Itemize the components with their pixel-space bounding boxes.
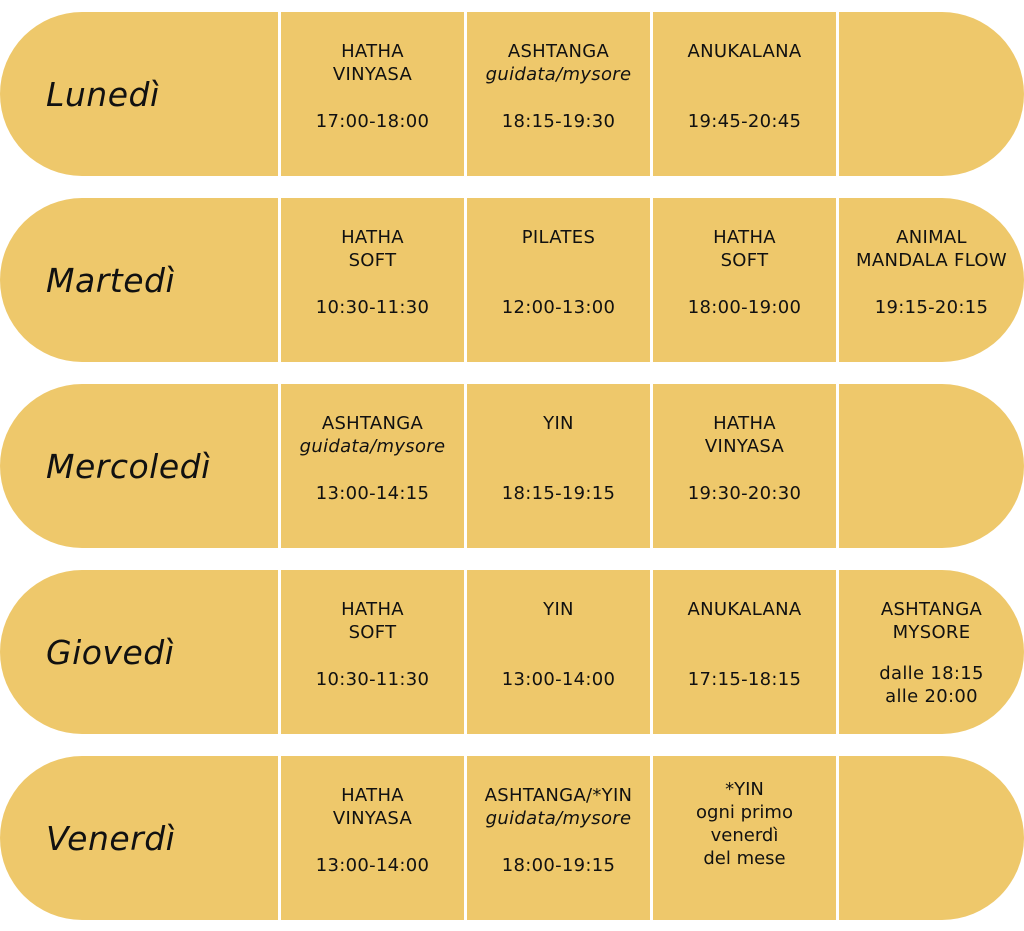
class-cell <box>281 384 464 548</box>
class-title <box>281 40 464 86</box>
class-cell <box>281 198 464 362</box>
class-title-line: SOFT <box>348 250 397 271</box>
class-time <box>467 296 650 319</box>
class-cell <box>839 198 1024 362</box>
class-cell <box>653 570 836 734</box>
day-row <box>0 756 1024 920</box>
class-cell <box>281 756 464 920</box>
class-cell <box>467 570 650 734</box>
class-note-line: del mese <box>703 848 786 869</box>
class-note-line: *YIN <box>725 779 764 800</box>
class-cell <box>467 12 650 176</box>
class-title-line: HATHA <box>341 599 404 620</box>
class-title <box>281 784 464 830</box>
day-row <box>0 384 1024 548</box>
class-time-line: 17:15-18:15 <box>687 669 802 690</box>
class-time <box>281 854 464 877</box>
day-label: Martedì <box>46 260 176 300</box>
class-cell <box>281 570 464 734</box>
day-row <box>0 198 1024 362</box>
class-title-line: SOFT <box>348 622 397 643</box>
class-title-line: MYSORE <box>892 622 971 643</box>
class-title-line: ANUKALANA <box>687 599 802 620</box>
class-cell <box>839 570 1024 734</box>
class-title <box>653 40 836 63</box>
class-time-line: 19:45-20:45 <box>687 111 802 132</box>
class-note-line: ogni primo <box>696 802 793 823</box>
class-title <box>839 226 1024 272</box>
day-row <box>0 12 1024 176</box>
class-title-line: HATHA <box>713 227 776 248</box>
class-cell <box>467 756 650 920</box>
class-title-line: ANUKALANA <box>687 41 802 62</box>
class-title-line: HATHA <box>341 227 404 248</box>
class-title <box>467 40 650 86</box>
class-time-line: 13:00-14:15 <box>315 483 430 504</box>
class-time-line: 17:00-18:00 <box>315 111 430 132</box>
day-label: Giovedì <box>46 632 175 672</box>
class-cell <box>467 384 650 548</box>
class-title-line: HATHA <box>713 413 776 434</box>
class-time <box>467 110 650 133</box>
class-cell <box>839 12 1024 176</box>
class-title <box>281 412 464 458</box>
day-label: Mercoledì <box>46 446 211 486</box>
class-title-line: ASHTANGA <box>880 599 983 620</box>
class-time <box>281 668 464 691</box>
class-title-line: VINYASA <box>332 808 413 829</box>
class-cell <box>839 384 1024 548</box>
class-title <box>653 598 836 621</box>
class-time <box>653 110 836 133</box>
class-cell <box>653 12 836 176</box>
class-title-line: YIN <box>543 599 574 620</box>
class-subtitle: guidata/mysore <box>485 64 632 85</box>
class-time <box>653 668 836 691</box>
class-title-line: ASHTANGA <box>507 41 610 62</box>
class-time-line: alle 20:00 <box>885 686 978 707</box>
class-title <box>653 412 836 458</box>
class-time <box>467 668 650 691</box>
class-time-line: 13:00-14:00 <box>315 855 430 876</box>
class-time-line: dalle 18:15 <box>879 663 984 684</box>
class-title-line: HATHA <box>341 41 404 62</box>
class-title-line: ASHTANGA/*YIN <box>484 785 633 806</box>
class-time-line: 18:15-19:30 <box>501 111 616 132</box>
class-title <box>839 598 1024 644</box>
class-title-line: ASHTANGA <box>321 413 424 434</box>
class-cell <box>653 384 836 548</box>
class-time-line: 19:30-20:30 <box>687 483 802 504</box>
class-time-line: 10:30-11:30 <box>315 297 430 318</box>
class-note-line: venerdì <box>710 825 779 846</box>
class-note <box>653 778 836 870</box>
class-time <box>281 482 464 505</box>
class-title <box>467 226 650 249</box>
class-time <box>653 296 836 319</box>
class-title <box>281 598 464 644</box>
class-time <box>467 854 650 877</box>
class-cell <box>839 756 1024 920</box>
class-time-line: 10:30-11:30 <box>315 669 430 690</box>
class-time <box>839 296 1024 319</box>
class-cell <box>653 756 836 920</box>
class-time <box>839 662 1024 708</box>
class-subtitle: guidata/mysore <box>299 436 446 457</box>
class-title <box>467 784 650 830</box>
class-time <box>653 482 836 505</box>
class-title-line: ANIMAL <box>896 227 967 248</box>
class-time-line: 12:00-13:00 <box>501 297 616 318</box>
class-title <box>281 226 464 272</box>
day-label: Venerdì <box>46 818 176 858</box>
class-title <box>467 412 650 435</box>
class-title-line: VINYASA <box>704 436 785 457</box>
class-title <box>467 598 650 621</box>
day-row <box>0 570 1024 734</box>
class-cell <box>653 198 836 362</box>
class-time-line: 18:00-19:00 <box>687 297 802 318</box>
class-time-line: 13:00-14:00 <box>501 669 616 690</box>
class-cell <box>281 12 464 176</box>
class-cell <box>467 198 650 362</box>
class-time-line: 19:15-20:15 <box>874 297 989 318</box>
class-time-line: 18:00-19:15 <box>501 855 616 876</box>
class-title-line: YIN <box>543 413 574 434</box>
class-title-line: VINYASA <box>332 64 413 85</box>
class-title-line: MANDALA FLOW <box>856 250 1007 271</box>
class-title-line: PILATES <box>521 227 596 248</box>
class-subtitle: guidata/mysore <box>485 808 632 829</box>
day-label: Lunedì <box>46 74 160 114</box>
class-time <box>281 110 464 133</box>
class-time-line: 18:15-19:15 <box>501 483 616 504</box>
class-title <box>653 226 836 272</box>
class-title-line: SOFT <box>720 250 769 271</box>
class-time <box>467 482 650 505</box>
class-title-line: HATHA <box>341 785 404 806</box>
class-time <box>281 296 464 319</box>
